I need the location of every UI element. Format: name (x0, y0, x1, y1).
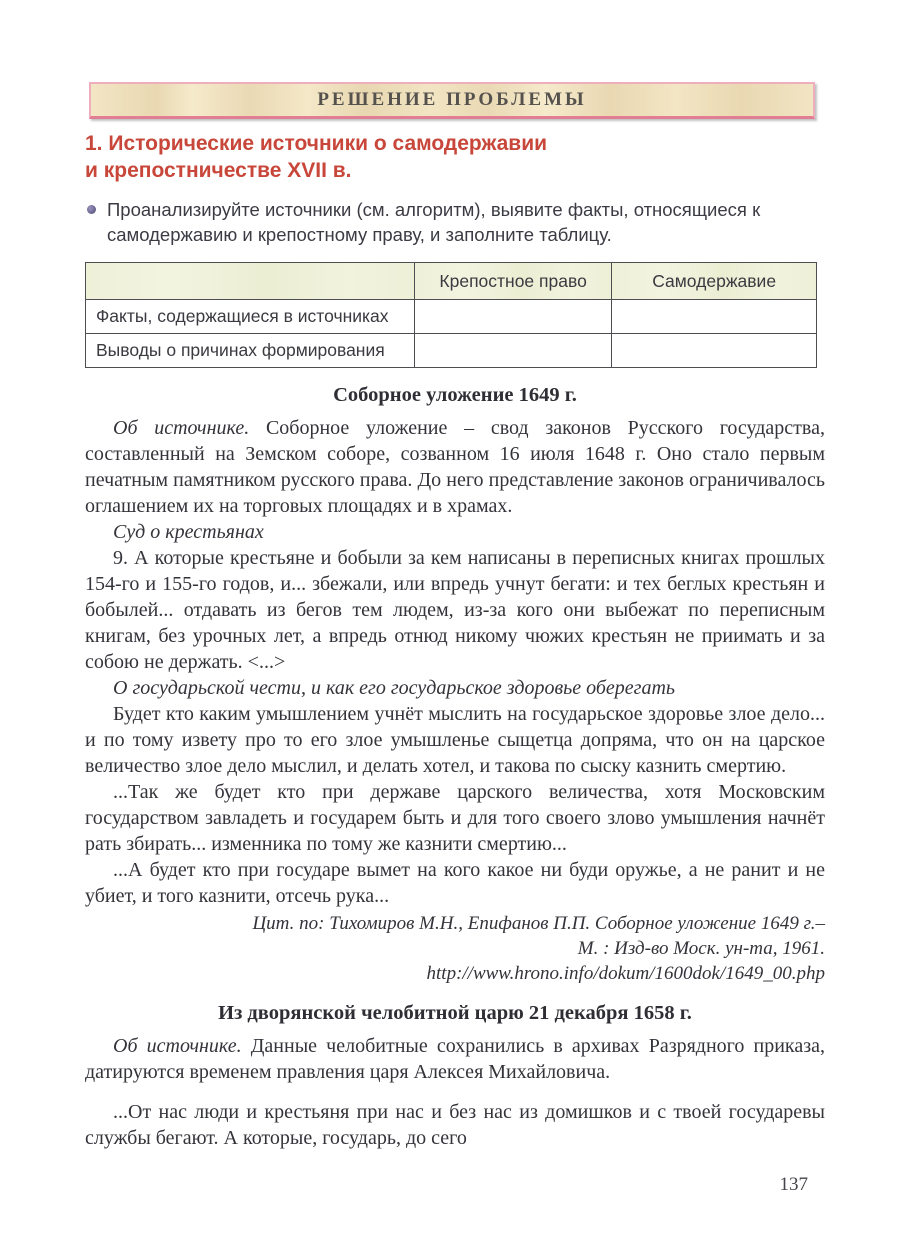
citation-url: http://www.hrono.info/dokum/1600dok/1649_00.php (426, 963, 825, 984)
cell-conclusions-autocracy (612, 334, 817, 368)
task-item (85, 197, 825, 247)
table-header-row (86, 263, 817, 300)
banner-title: РЕШЕНИЕ ПРОБЛЕМЫ (317, 89, 587, 110)
doc2-paragraph-flight: ...От нас люди и крестьяня при нас и без нас из домишков и с твоей государевы службы бегают. А которые, государь, до сего (85, 1101, 825, 1149)
table-header-serfdom: Крепостное право (414, 263, 611, 300)
doc1-about (85, 415, 825, 519)
row-label-conclusions: Выводы о причинах формирования (86, 334, 415, 368)
section-heading (85, 130, 825, 184)
doc2-title: Из дворянской челобитной царю 21 декабря 1658 г. (218, 1002, 692, 1024)
cell-facts-autocracy (612, 300, 817, 334)
table-header-autocracy: Самодержавие (612, 263, 817, 300)
doc1-paragraph-9: 9. А которые крестьяне и бобыли за кем написаны в переписных книгах прошлых 154-го и 155-го годов, и... збежали, или впредь учнут бегати: и тех беглых крестьян и бобылей... отдавать из бегов тем людем, из-за кого они выбежат по переписным книгам, без урочных лет, а впредь отнюд никому чюжих крестьян не приимать и за собою не держать. <...> (85, 547, 825, 673)
doc1-paragraph-plot: Будет кто каким умышлением учнёт мыслить на государьское здоровье злое дело... и по тому извету про то его злое умышленье сыщетца допряма, что он на царское величество злое дело мыслил, и делать хотел, и такова по сыску казнить смертию. (85, 703, 825, 777)
table-row (86, 334, 817, 368)
doc2-about (85, 1033, 825, 1085)
citation-line1: Цит. по: Тихомиров М.Н., Епифанов П.П. Соборное уложение 1649 г.– (252, 913, 825, 934)
doc1-about-label: Об источнике. (113, 417, 250, 439)
spacer (85, 1085, 825, 1099)
doc1-title: Соборное уложение 1649 г. (333, 384, 577, 406)
page-content (85, 0, 825, 1151)
table-row (86, 300, 817, 334)
cell-conclusions-serfdom (414, 334, 611, 368)
task-text: Проанализируйте источники (см. алгоритм), выявите факты, относящиеся к самодержавию и крепостному праву, и заполните таблицу. (107, 199, 761, 245)
doc1-subheading-honor: О государьской чести, и как его государьское здоровье оберегать (113, 677, 676, 699)
doc1-subheading-peasants: Суд о крестьянах (113, 521, 264, 543)
doc1-citation (85, 911, 825, 986)
bullet-icon (87, 205, 96, 214)
section-heading-line2: и крепостничестве XVII в. (85, 159, 352, 182)
section-banner (89, 82, 815, 119)
doc1-about-text: Соборное уложение – свод законов Русского государства, составленный на Земском соборе, созванном 16 июля 1648 г. Оно стало первым печатным памятником русского права. До него представление законов ограничивалось оглашением их на торговых площадях и в храмах. (85, 417, 825, 517)
page-number: 137 (779, 1174, 808, 1195)
doc2-about-label: Об источнике. (113, 1035, 242, 1057)
doc2-about-text: Данные челобитные сохранились в архивах Разрядного приказа, датируются временем правления царя Алексея Михайловича. (85, 1035, 825, 1083)
analysis-table (85, 262, 817, 368)
citation-line2: М. : Изд-во Моск. ун-та, 1961. (577, 938, 825, 959)
doc1-paragraph-treason: ...Так же будет кто при державе царского величества, хотя Московским государством завладеть и государем быть и для того своего злово умышления начнёт рать збирать... изменника по тому же казнити смертию... (85, 781, 825, 855)
row-label-facts: Факты, содержащиеся в источниках (86, 300, 415, 334)
section-heading-line1: 1. Исторические источники о самодержавии (85, 132, 548, 155)
doc1-paragraph-weapon: ...А будет кто при государе вымет на кого какое ни буди оружье, а не ранит и не убиет, и того казнити, отсечь рука... (85, 859, 825, 907)
table-header-empty (86, 263, 415, 300)
cell-facts-serfdom (414, 300, 611, 334)
